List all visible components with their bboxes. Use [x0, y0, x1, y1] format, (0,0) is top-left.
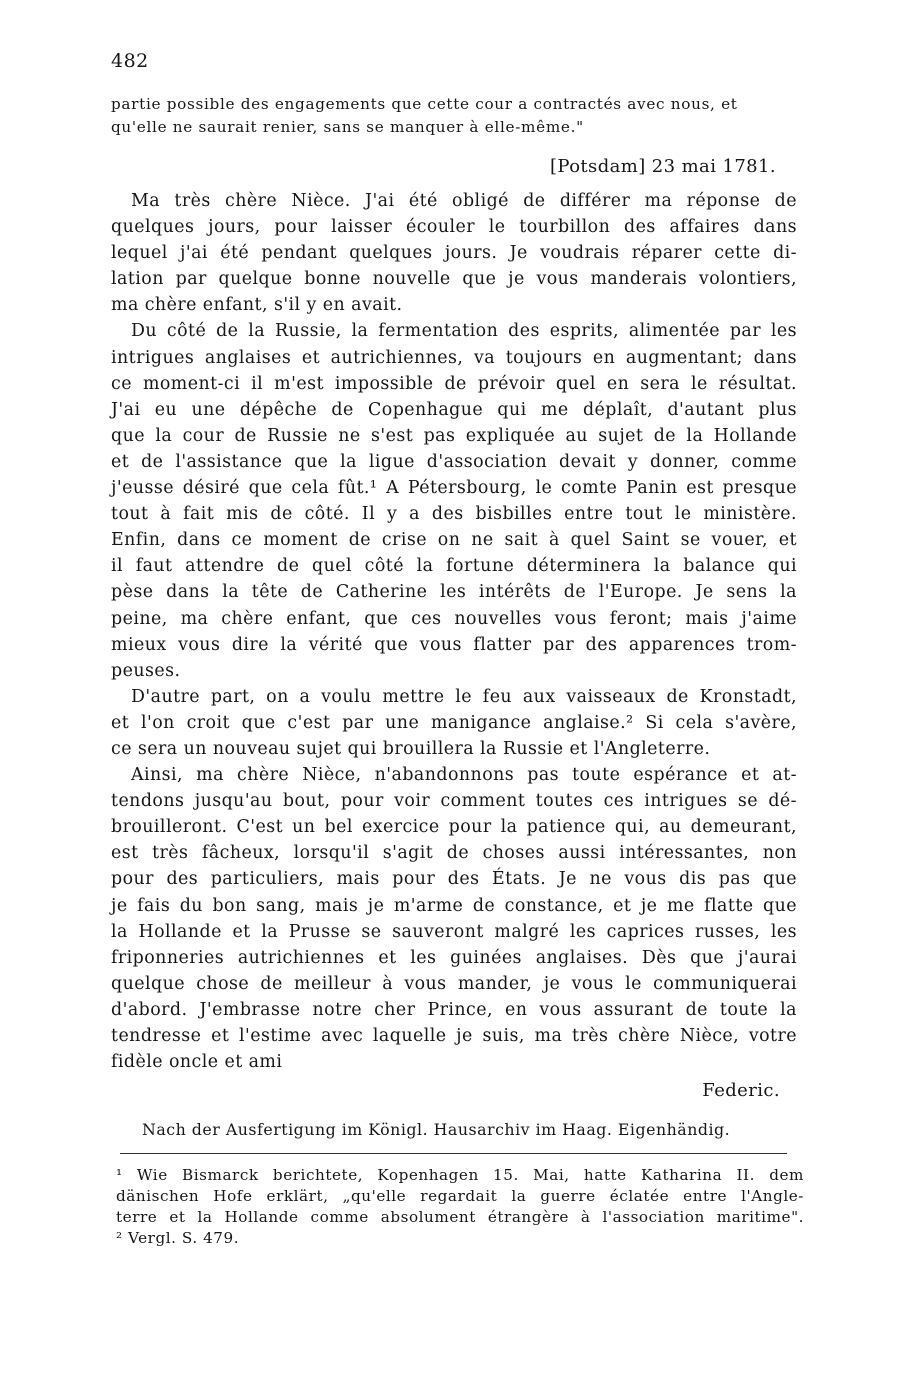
text-line: est très fâcheux, lorsqu'il s'agit de choses aussi intéressantes, non [111, 843, 797, 864]
text-line: friponneries autrichiennes et les guinées anglaises. Dès que j'aurai [111, 947, 797, 968]
text-line: Ma très chère Nièce. J'ai été obligé de différer ma réponse de [131, 191, 797, 211]
footnote-line: ² Vergl. S. 479. [116, 1229, 240, 1247]
text-line: que la cour de Russie ne s'est pas expliquée au sujet de la Hollande [111, 425, 797, 446]
footnote-line: dänischen Hofe erklärt, „qu'elle regardait la guerre éclatée entre l'Angle- [116, 1187, 804, 1205]
text-line: J'ai eu une dépêche de Copenhague qui me déplaît, d'autant plus [111, 399, 797, 420]
text-line: d'abord. J'embrasse notre cher Prince, en vous assurant de toute la [111, 999, 797, 1020]
footnote-line: terre et la Hollande comme absolument étrangère à l'association maritime". [116, 1208, 804, 1226]
letter-dateline: [Potsdam] 23 mai 1781. [549, 156, 776, 177]
text-line: D'autre part, on a voulu mettre le feu aux vaisseaux de Kronstadt, [131, 686, 797, 707]
text-line: tendresse et l'estime avec laquelle je suis, ma très chère Nièce, votre [111, 1026, 797, 1046]
text-line: Ainsi, ma chère Nièce, n'abandonnons pas toute espérance et at- [131, 765, 797, 786]
footnote-divider [120, 1153, 787, 1154]
text-line: la Hollande et la Prusse se sauveront malgré les caprices russes, les [111, 921, 797, 942]
footnotes [116, 1165, 804, 1249]
text-line: intrigues anglaises et autrichiennes, va toujours en augmentant; dans [111, 347, 797, 368]
text-line: peuses. [111, 660, 181, 681]
text-line: quelques jours, pour laisser écouler le tourbillon des affaires dans [111, 217, 797, 238]
page-number: 482 [111, 50, 149, 72]
text-line: partie possible des engagements que cette cour a contractés avec nous, et [111, 95, 738, 113]
text-line: Du côté de la Russie, la fermentation des esprits, alimentée par les [131, 321, 797, 342]
text-line: j'eusse désiré que cela fût.¹ A Pétersbourg, le comte Panin est presque [111, 478, 797, 499]
text-line: mieux vous dire la vérité que vous flatter par des apparences trom- [111, 634, 797, 655]
text-line: brouilleront. C'est un bel exercice pour la patience qui, au demeurant, [111, 817, 797, 838]
text-line: il faut attendre de quel côté la fortune déterminera la balance qui [111, 556, 797, 577]
text-line: qu'elle ne saurait renier, sans se manquer à elle-même." [111, 118, 584, 136]
text-line: peine, ma chère enfant, que ces nouvelles vous feront; mais j'aime [111, 608, 797, 629]
text-line: Enfin, dans ce moment de crise on ne sait à quel Saint se vouer, et [111, 530, 797, 551]
continued-quotation [111, 93, 797, 139]
source-note: Nach der Ausfertigung im Königl. Hausarchiv im Haag. Eigenhändig. [142, 1120, 731, 1139]
text-line: ma chère enfant, s'il y en avait. [111, 295, 403, 316]
text-line: ce moment-ci il m'est impossible de prévoir quel en sera le résultat. [111, 373, 797, 394]
text-line: lequel j'ai été pendant quelques jours. Je voudrais réparer cette di- [111, 243, 797, 264]
text-line: tout à fait mis de côté. Il y a des bisbilles entre tout le ministère. [111, 504, 797, 525]
text-line: et de l'assistance que la ligue d'association devait y donner, comme [111, 451, 797, 472]
text-line: pèse dans la tête de Catherine les intérêts de l'Europe. Je sens la [111, 582, 797, 603]
text-line: ce sera un nouveau sujet qui brouillera la Russie et l'Angleterre. [111, 738, 711, 759]
text-line: fidèle oncle et ami [111, 1052, 283, 1073]
text-line: pour des particuliers, mais pour des États. Je ne vous dis pas que [111, 869, 797, 890]
text-line: tendons jusqu'au bout, pour voir comment toutes ces intrigues se dé- [111, 791, 797, 812]
footnote-line: ¹ Wie Bismarck berichtete, Kopenhagen 15. Mai, hatte Katharina II. dem [116, 1166, 804, 1184]
letter-body [111, 188, 797, 1075]
text-line: je fais du bon sang, mais je m'arme de constance, et je me flatte que [111, 895, 797, 916]
letter-signature: Federic. [702, 1080, 780, 1101]
text-line: lation par quelque bonne nouvelle que je vous manderais volontiers, [111, 269, 797, 290]
text-line: quelque chose de meilleur à vous mander, je vous le communiquerai [111, 973, 797, 994]
text-line: et l'on croit que c'est par une manigance anglaise.² Si cela s'avère, [111, 712, 797, 733]
